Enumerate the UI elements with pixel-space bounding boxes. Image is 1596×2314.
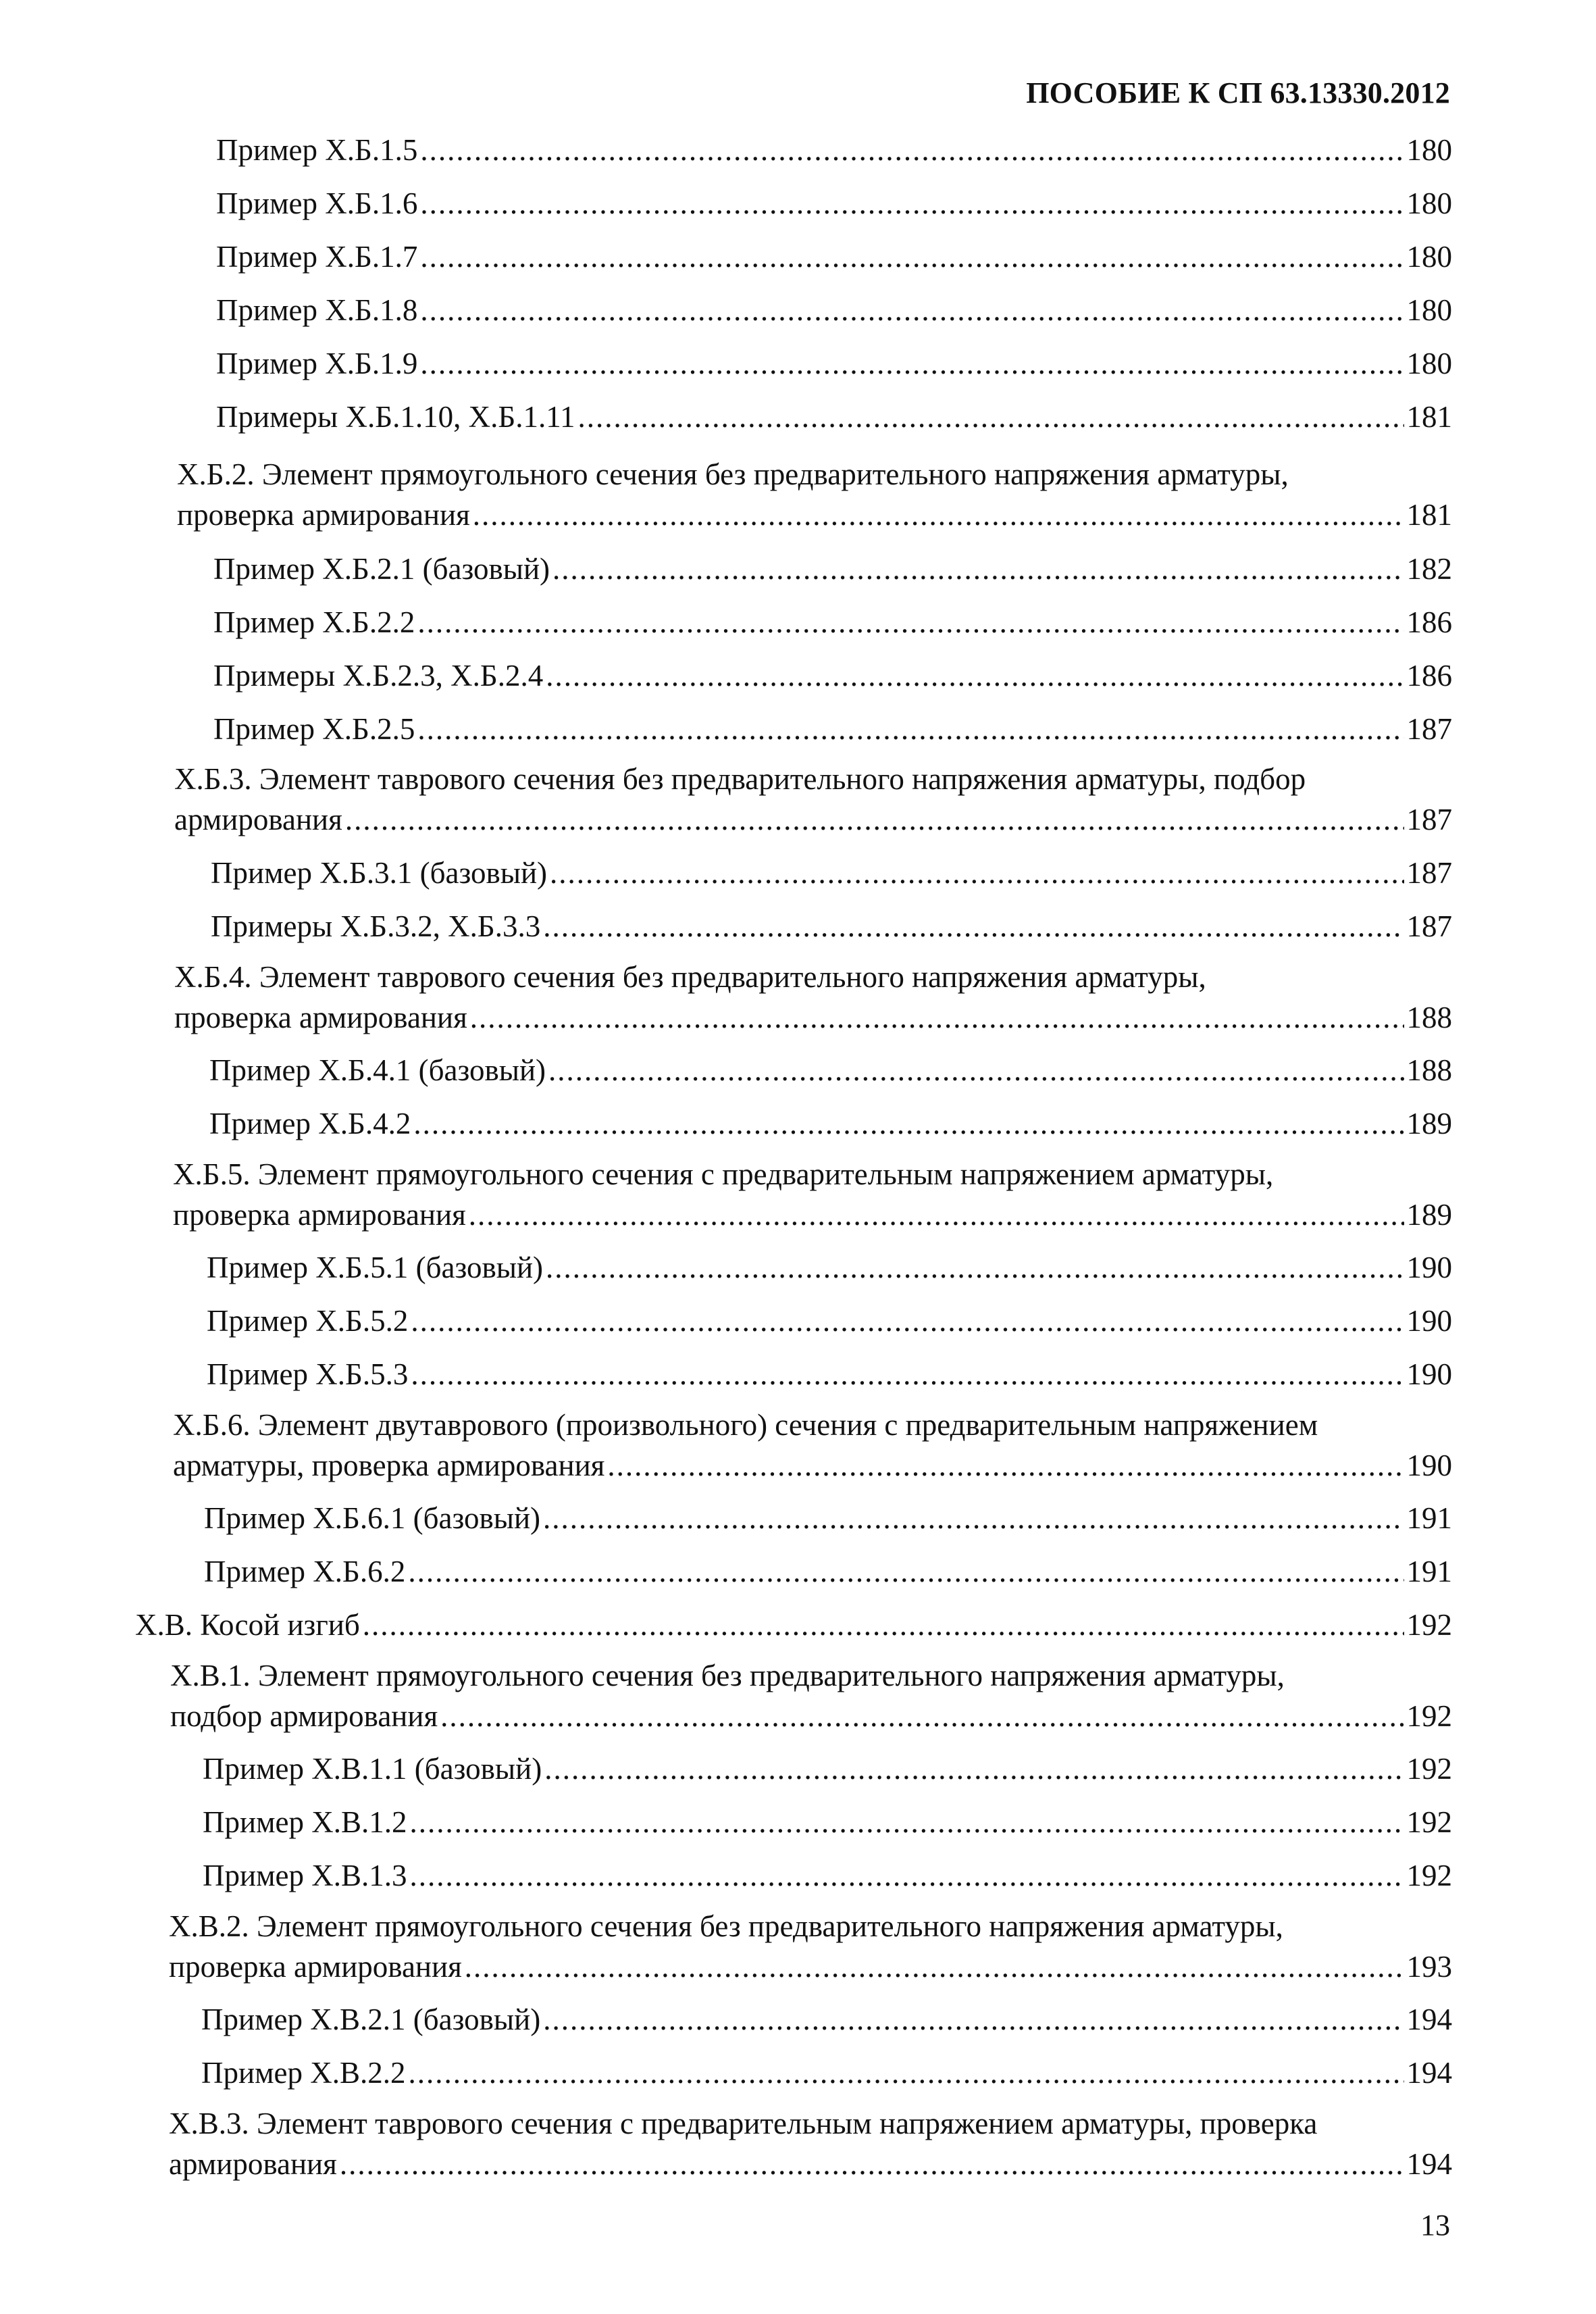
toc-entry-page: 190 (1406, 1304, 1452, 1338)
toc-entry[interactable] (216, 397, 1452, 438)
toc-section-entry[interactable] (177, 454, 1452, 535)
toc-entry-page: 193 (1406, 1950, 1452, 1984)
leader-dots (420, 290, 1404, 330)
toc-entry-label: Пример Х.Б.3.1 (базовый) (211, 856, 548, 890)
toc-entry-label: Пример Х.Б.2.2 (213, 605, 415, 639)
page-header: ПОСОБИЕ К СП 63.13330.2012 (1026, 76, 1450, 109)
toc-section-title-cont: проверка армирования (174, 1001, 467, 1034)
toc-section-title: Х.В.2. Элемент прямоугольного сечения без предварительного напряжения арматуры, (169, 1909, 1283, 1943)
toc-entry[interactable] (216, 183, 1452, 225)
toc-section-title: Х.В.1. Элемент прямоугольного сечения без предварительного напряжения арматуры, (170, 1659, 1285, 1692)
toc-section-title: Х.Б.2. Элемент прямоугольного сечения без предварительного напряжения арматуры, (177, 457, 1289, 491)
toc-entry-label: Пример Х.Б.5.1 (базовый) (207, 1251, 544, 1284)
toc-entry-page: 194 (1406, 2147, 1452, 2181)
toc-entry[interactable] (209, 1050, 1452, 1092)
toc-section-entry[interactable] (173, 1154, 1452, 1235)
toc-entry-page: 190 (1406, 1357, 1452, 1391)
toc-entry[interactable] (216, 343, 1452, 385)
toc-entry-label: Пример Х.Б.5.2 (207, 1304, 409, 1338)
toc-section-entry[interactable] (170, 1655, 1452, 1736)
toc-entry-label: Пример Х.Б.1.5 (216, 133, 418, 167)
toc-section-title-cont: проверка армирования (177, 498, 470, 532)
toc-section-title-cont: проверка армирования (169, 1950, 462, 1984)
toc-section-entry[interactable] (169, 1906, 1452, 1987)
toc-section-entry[interactable] (174, 759, 1452, 840)
toc-entry[interactable] (207, 1247, 1452, 1289)
toc-entry[interactable] (201, 2053, 1452, 2094)
toc-entry-label: Пример Х.Б.2.1 (базовый) (213, 552, 550, 586)
toc-entry-page: 180 (1406, 293, 1452, 327)
toc-section-title-cont: проверка армирования (173, 1198, 466, 1232)
leader-dots (543, 1498, 1404, 1538)
toc-section-entry[interactable] (174, 957, 1452, 1038)
toc-entry-page: 181 (1406, 498, 1452, 532)
leader-dots (417, 709, 1404, 749)
leader-dots (469, 1194, 1404, 1235)
toc-entry[interactable] (211, 906, 1452, 948)
toc-entry-page: 187 (1406, 856, 1452, 890)
toc-section-title: Х.Б.3. Элемент таврового сечения без предварительного напряжения арматуры, подбор (174, 762, 1306, 796)
toc-entry-label: Пример Х.Б.5.3 (207, 1357, 409, 1391)
toc-entry-page: 189 (1406, 1198, 1452, 1232)
toc-entry[interactable] (213, 602, 1452, 644)
toc-entry[interactable] (213, 655, 1452, 697)
toc-entry[interactable] (203, 1802, 1452, 1844)
toc-entry-label: Пример Х.Б.4.2 (209, 1107, 411, 1140)
toc-entry-page: 192 (1406, 1859, 1452, 1892)
toc-section-title-cont: арматуры, проверка армирования (173, 1449, 605, 1482)
toc-entry-label: Пример Х.Б.2.5 (213, 712, 415, 746)
toc-entry-label: Пример Х.В.1.3 (203, 1859, 407, 1892)
toc-entry[interactable] (201, 1999, 1452, 2041)
toc-entry-page: 194 (1406, 2056, 1452, 2090)
toc-entry-label: Пример Х.В.1.1 (базовый) (203, 1752, 542, 1786)
toc-entry[interactable] (203, 1855, 1452, 1897)
toc-section-title: Х.В.3. Элемент таврового сечения с предварительным напряжением арматуры, проверка (169, 2107, 1318, 2140)
toc-entry-page: 194 (1406, 2003, 1452, 2036)
leader-dots (578, 397, 1404, 437)
toc-entry-label: Пример Х.Б.1.9 (216, 347, 418, 380)
toc-entry[interactable] (213, 709, 1452, 751)
toc-entry-page: 186 (1406, 659, 1452, 693)
leader-dots (410, 1855, 1404, 1896)
toc-entry[interactable] (216, 290, 1452, 332)
leader-dots (417, 602, 1404, 643)
toc-chapter-entry[interactable] (135, 1605, 1452, 1646)
toc-entry-label: Пример Х.Б.4.1 (базовый) (209, 1053, 546, 1087)
toc-entry[interactable] (204, 1551, 1452, 1593)
toc-section-title: Х.Б.4. Элемент таврового сечения без предварительного напряжения арматуры, (174, 960, 1206, 994)
toc-entry-page: 192 (1406, 1805, 1452, 1839)
toc-entry-page: 180 (1406, 133, 1452, 167)
leader-dots (552, 549, 1404, 589)
leader-dots (411, 1354, 1404, 1394)
leader-dots (470, 997, 1404, 1038)
leader-dots (546, 1247, 1404, 1288)
leader-dots (420, 236, 1404, 277)
toc-entry-label: Пример Х.Б.6.1 (базовый) (204, 1501, 541, 1535)
toc-entry-page: 188 (1406, 1053, 1452, 1087)
leader-dots (420, 183, 1404, 224)
toc-entry[interactable] (207, 1354, 1452, 1396)
toc-entry-page: 187 (1406, 803, 1452, 836)
toc-entry[interactable] (216, 130, 1452, 172)
toc-entry-page: 187 (1406, 712, 1452, 746)
leader-dots (411, 1301, 1404, 1341)
toc-entry[interactable] (216, 236, 1452, 278)
toc-entry[interactable] (213, 549, 1452, 590)
toc-section-title-cont: подбор армирования (170, 1699, 438, 1733)
toc-entry-label: Х.В. Косой изгиб (135, 1608, 360, 1642)
leader-dots (546, 655, 1404, 696)
leader-dots (408, 1551, 1404, 1592)
toc-section-title: Х.Б.6. Элемент двутаврового (произвольного) сечения с предварительным напряжением (173, 1408, 1318, 1442)
toc-entry-page: 192 (1406, 1608, 1452, 1642)
toc-entry-page: 191 (1406, 1555, 1452, 1588)
toc-entry-label: Пример Х.В.2.2 (201, 2056, 406, 2090)
toc-entry-label: Примеры Х.Б.3.2, Х.Б.3.3 (211, 909, 541, 943)
toc-section-title-cont: армирования (169, 2147, 337, 2181)
toc-entry-label: Примеры Х.Б.1.10, Х.Б.1.11 (216, 400, 575, 434)
toc-entry-label: Пример Х.В.1.2 (203, 1805, 407, 1839)
toc-entry[interactable] (203, 1749, 1452, 1790)
toc-entry-page: 190 (1406, 1449, 1452, 1482)
leader-dots (550, 853, 1404, 893)
toc-section-entry[interactable] (173, 1405, 1452, 1486)
leader-dots (607, 1445, 1404, 1486)
leader-dots (413, 1103, 1404, 1144)
toc-entry-page: 180 (1406, 347, 1452, 380)
leader-dots (543, 1999, 1404, 2040)
toc-entry-page: 181 (1406, 400, 1452, 434)
toc-entry[interactable] (209, 1103, 1452, 1145)
toc-entry[interactable] (211, 853, 1452, 895)
leader-dots (548, 1050, 1404, 1090)
toc-entry-page: 192 (1406, 1752, 1452, 1786)
leader-dots (440, 1696, 1404, 1736)
toc-section-entry[interactable] (169, 2103, 1452, 2184)
toc-entry-label: Пример Х.Б.1.6 (216, 186, 418, 220)
toc-entry-label: Пример Х.В.2.1 (базовый) (201, 2003, 541, 2036)
toc-entry-page: 191 (1406, 1501, 1452, 1535)
toc-entry-page: 182 (1406, 552, 1452, 586)
page-number: 13 (1420, 2209, 1450, 2242)
leader-dots (410, 1802, 1404, 1842)
toc-entry-label: Примеры Х.Б.2.3, Х.Б.2.4 (213, 659, 544, 693)
leader-dots (340, 2144, 1404, 2184)
toc-section-title: Х.Б.5. Элемент прямоугольного сечения с предварительным напряжением арматуры, (173, 1157, 1274, 1191)
toc-entry-label: Пример Х.Б.1.7 (216, 240, 418, 274)
toc-entry[interactable] (204, 1498, 1452, 1540)
leader-dots (409, 2053, 1404, 2093)
toc-entry-page: 190 (1406, 1251, 1452, 1284)
toc-entry-page: 192 (1406, 1699, 1452, 1733)
toc-section-title-cont: армирования (174, 803, 342, 836)
toc-entry-page: 180 (1406, 240, 1452, 274)
toc-entry-page: 180 (1406, 186, 1452, 220)
leader-dots (544, 1749, 1404, 1789)
toc-entry[interactable] (207, 1301, 1452, 1342)
toc-entry-page: 186 (1406, 605, 1452, 639)
toc-entry-page: 189 (1406, 1107, 1452, 1140)
toc-entry-page: 187 (1406, 909, 1452, 943)
toc-entry-label: Пример Х.Б.6.2 (204, 1555, 406, 1588)
leader-dots (543, 906, 1404, 947)
toc-entry-label: Пример Х.Б.1.8 (216, 293, 418, 327)
leader-dots (420, 343, 1404, 384)
leader-dots (473, 495, 1404, 535)
toc-entry-page: 188 (1406, 1001, 1452, 1034)
leader-dots (363, 1605, 1404, 1645)
leader-dots (420, 130, 1404, 170)
leader-dots (345, 799, 1404, 840)
leader-dots (465, 1946, 1404, 1987)
